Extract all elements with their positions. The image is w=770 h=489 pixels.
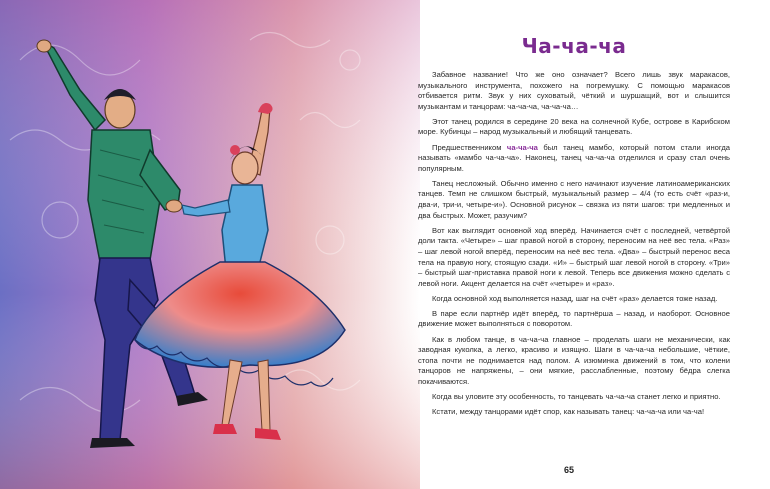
article-title: Ча-ча-ча: [521, 34, 627, 58]
paragraph-2: Этот танец родился в середине 20 века на солнечной Кубе, острове в Карибском море. Кубинцы – народ музыкальный и любящий танцевать.: [418, 116, 730, 137]
paragraph-1: Забавное название! Что же оно означает? Всего лишь звук маракасов, музыкального инструмента, похожего на погремушку. С помощью маракасов отбивается ритм. Звук у них суховатый, чёткий и шуршащий, вот и слышится музыкантам и танцорам: ча-ча-ча, ча-ча-ча…: [418, 70, 730, 111]
paragraph-5: Вот как выглядит основной ход вперёд. Начинается счёт с последней, четвёртой доли такта. «Четыре» – шаг правой ногой в сторону, переносим на неё вес тела. «Раз» – шаг левой ногой вперёд, переносим на неё вес тела. «Два» – быстрый перенос веса тела на правую ногу, стоящую сзади. «И» – быстрый шаг левой ногой в сторону. «Три» – быстрый шаг-приставка правой ноги к левой. Теперь все движения можно сделать с левой ноги. Акцент делается на счёт «четыре» и «раз».: [418, 225, 730, 288]
article: [418, 34, 730, 422]
paragraph-6: Когда основной ход выполняется назад, шаг на счёт «раз» делается тоже назад.: [432, 293, 718, 303]
page-number: 65: [564, 465, 575, 475]
paragraph-10: Кстати, между танцорами идёт спор, как называть танец: ча-ча-ча или ча-ча!: [432, 407, 705, 417]
paragraph-9: Когда вы уловите эту особенность, то танцевать ча-ча-ча станет легко и приятно.: [432, 392, 721, 402]
paragraph-7: В паре если партнёр идёт вперёд, то партнёрша – назад, и наоборот. Основное движение может выполняться с поворотом.: [418, 308, 730, 329]
paragraph-3: [418, 143, 730, 175]
paragraph-3-start: Предшественником: [432, 142, 507, 152]
highlighted-term: ча-ча-ча: [506, 142, 538, 152]
paragraph-3-end: был танец мамбо, который потом стали иногда называть «мамбо ча-ча-ча». Наконец, танец ча-ча-ча отделился и сразу стал очень популярным.: [418, 142, 730, 173]
paragraph-4: Танец несложный. Обычно именно с него начинают изучение латиноамериканских танцев. Темп не слишком быстрый, музыкальный размер – 4/4 (то есть счёт «раз-и, два-и, три-и, четыре-и»). Основной рисунок – связка из пяти шагов: три медленных и два быстрых. Может, разучим?: [418, 178, 730, 220]
paragraph-8: Как в любом танце, в ча-ча-ча главное – проделать шаги не механически, как заводная куколка, а легко, красиво и изящно. Шаги в ча-ча-ча небольшие, чёткие, стопа почти не поднимается над полом. А изюминка движений в том, что колени танцоров не напряжены, – они мягкие, расслабленные, поэтому бёдра слегка покачиваются.: [418, 334, 730, 386]
